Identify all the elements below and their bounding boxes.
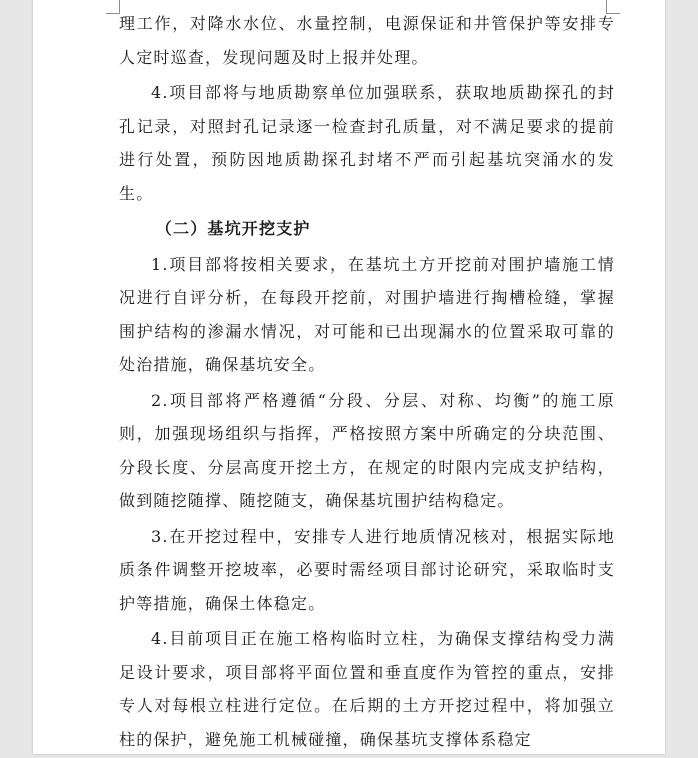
paragraph-item-4-geological-survey: 4.项目部将与地质勘察单位加强联系，获取地质勘探孔的封孔记录，对照封孔记录逐一检查封孔质量，对不满足要求的提前进行处置，预防因地质勘探孔封堵不严而引起基坑突涌水的发生。 — [119, 83, 615, 203]
paragraph-item-1-retaining-wall: 1.项目部将按相关要求，在基坑土方开挖前对围护墙施工情况进行自评分析，在每段开挖前，对围护墙进行掏槽检缝，掌握围护结构的渗漏水情况，对可能和已出现漏水的位置采取可靠的处治措施，确保基坑安全。 — [119, 254, 615, 374]
paragraph-item-2-excavation-principle: 2.项目部将严格遵循“分段、分层、对称、均衡”的施工原则，加强现场组织与指挥，严格按照方案中所确定的分块范围、分段长度、分层高度开挖土方，在规定的时限内完成支护结构，做到随挖随撑、随挖随支，确保基坑围护结构稳定。 — [119, 390, 615, 510]
paragraph-continuation: 理工作，对降水水位、水量控制，电源保证和井管保护等安排专人定时巡查，发现问题及时上报并处理。 — [119, 14, 615, 67]
document-page — [33, 0, 665, 754]
paragraph-item-4-temporary-column: 4.目前项目正在施工格构临时立柱，为确保支撑结构受力满足设计要求，项目部将平面位置和垂直度作为管控的重点，安排专人对每根立柱进行定位。在后期的土方开挖过程中，将加强立柱的保护，避免施工机械碰撞，确保基坑支撑体系稳定 — [119, 629, 615, 749]
document-body[interactable] — [119, 7, 615, 758]
paragraph-item-3-geology-check: 3.在开挖过程中，安排专人进行地质情况核对，根据实际地质条件调整开挖坡率，必要时需经项目部讨论研究，采取临时支护等措施，确保土体稳定。 — [119, 526, 615, 613]
page-margin-corner-left — [106, 0, 120, 14]
section-heading-excavation-support: （二）基坑开挖支护 — [155, 219, 311, 238]
